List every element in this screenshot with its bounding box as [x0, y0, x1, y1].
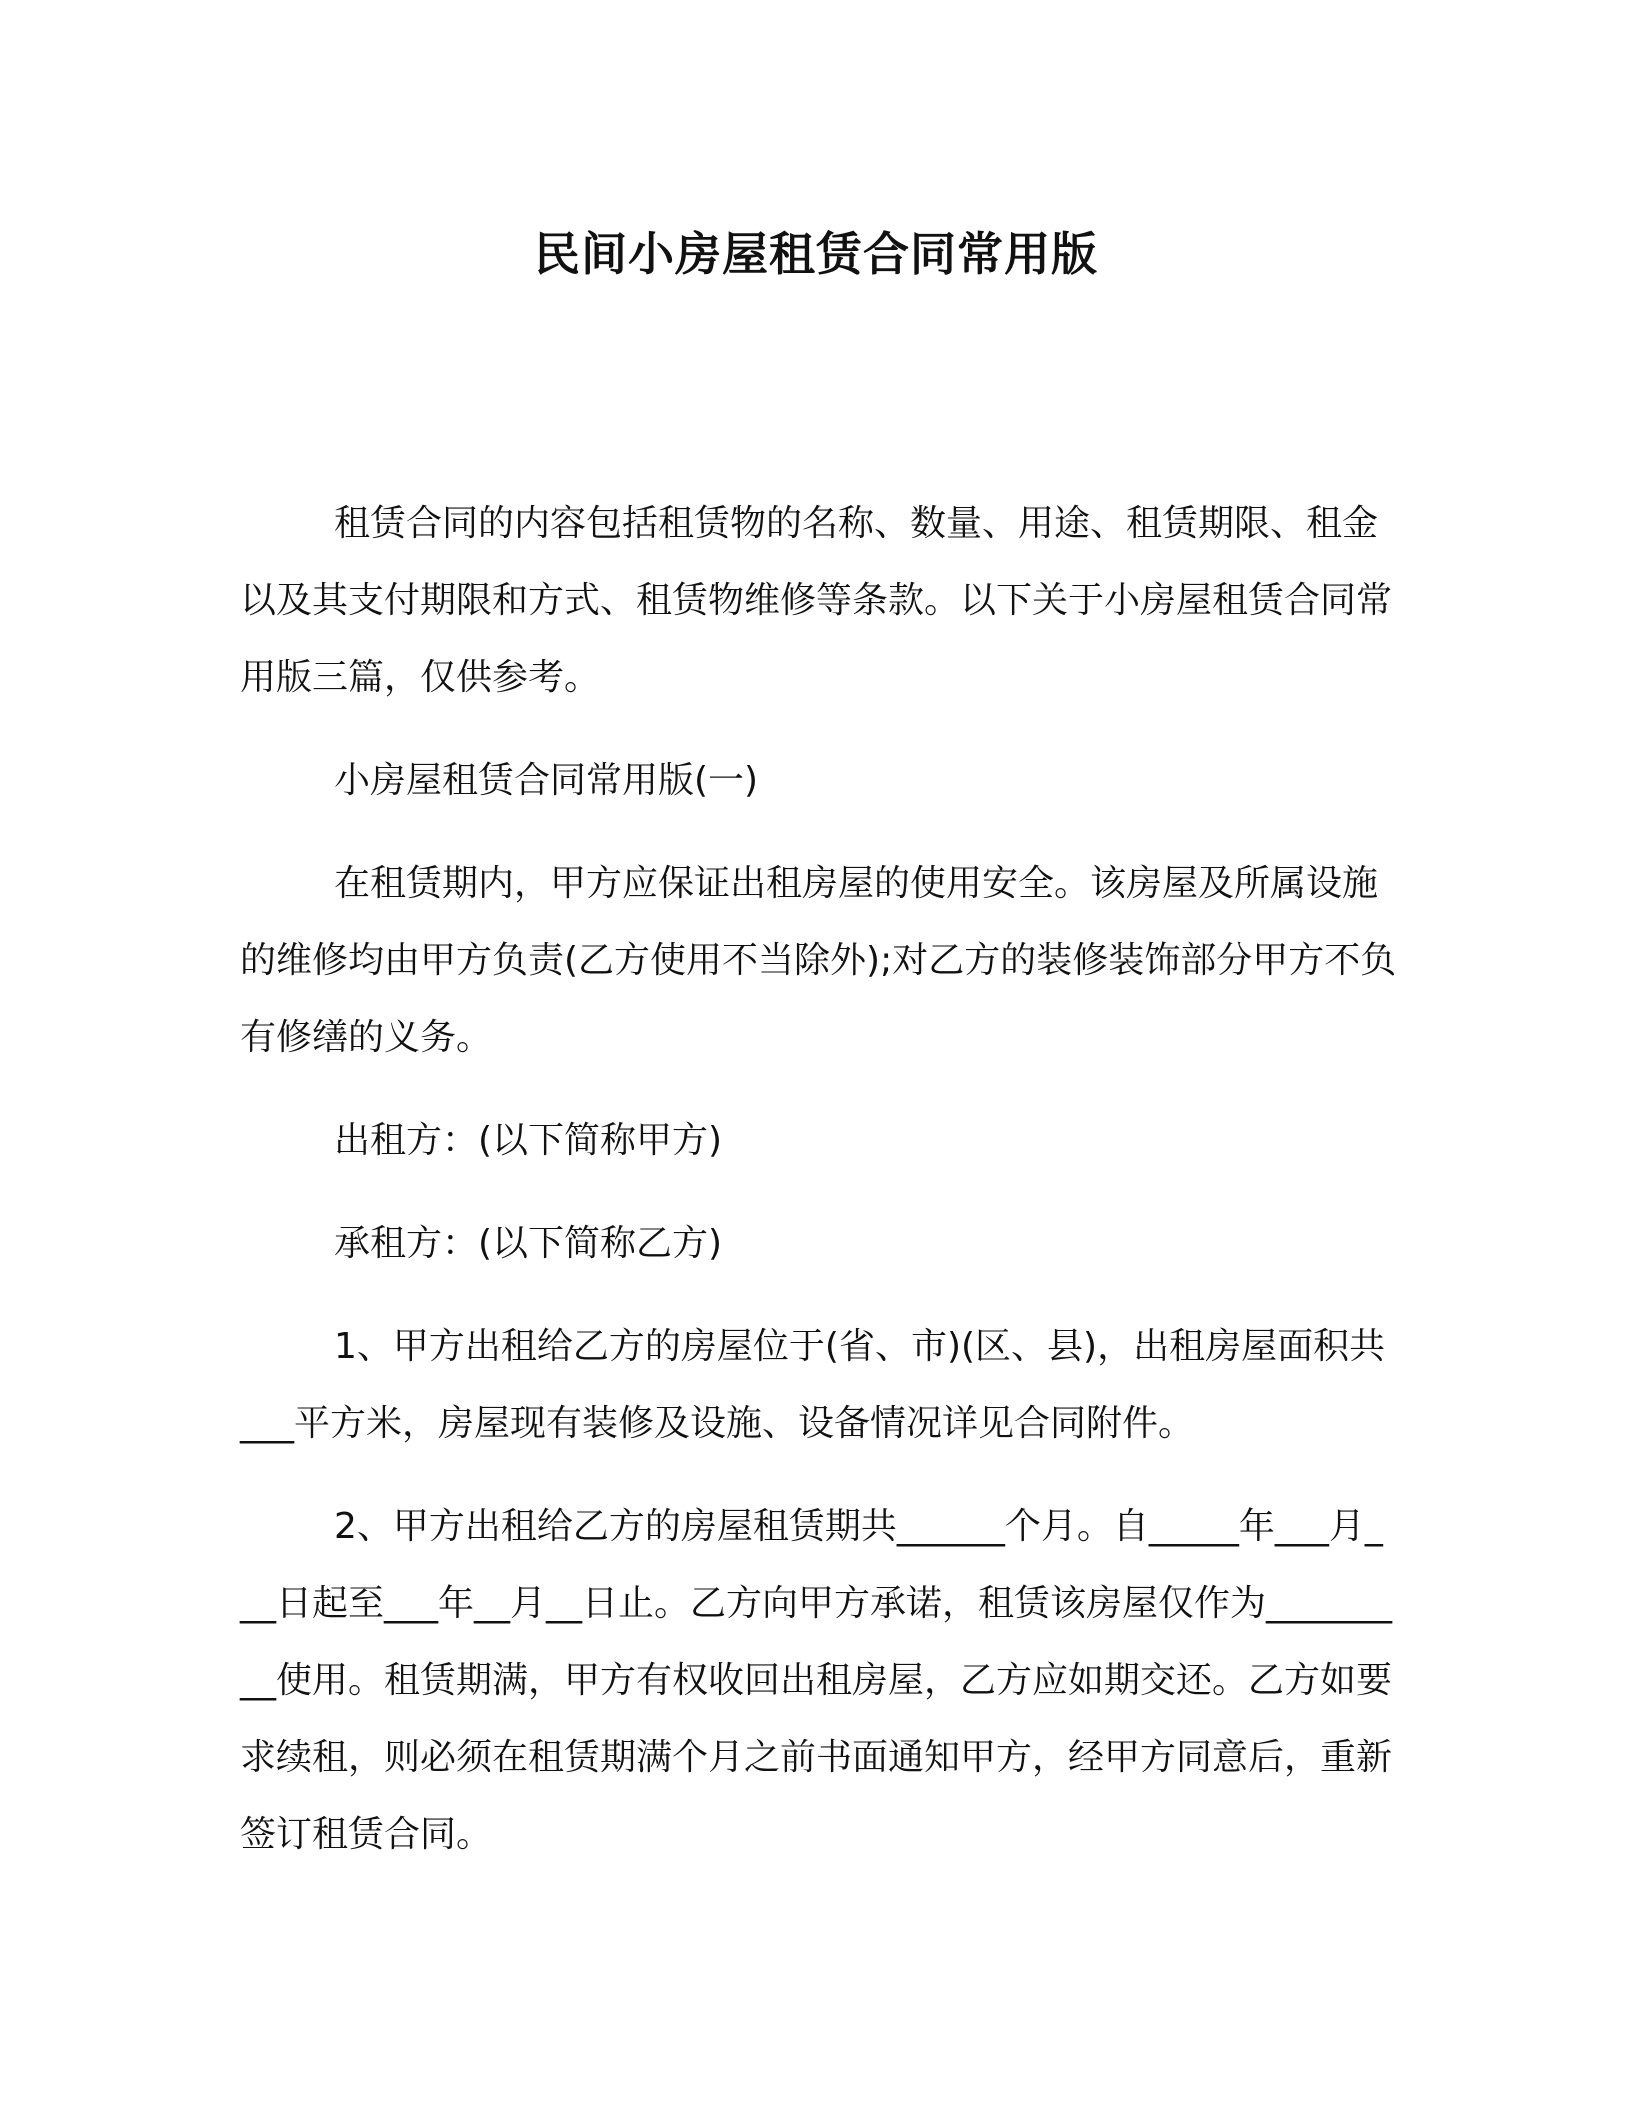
paragraph-maintenance: 在租赁期内，甲方应保证出租房屋的使用安全。该房屋及所属设施的维修均由甲方负责(乙方使用不当除外);对乙方的装修装饰部分甲方不负有修缮的义务。: [240, 863, 1397, 1058]
document-title: 民间小房屋租赁合同常用版: [534, 227, 1098, 281]
paragraph-lessor: 出租方：(以下简称甲方): [334, 1120, 723, 1161]
paragraph-clause-1: 1、甲方出租给乙方的房屋位于(省、市)(区、县)，出租房屋面积共___平方米，房屋现有装修及设施、设备情况详见合同附件。: [240, 1326, 1386, 1444]
document-body: [240, 485, 1400, 1899]
paragraph-clause-2: 2、甲方出租给乙方的房屋租赁期共______个月。自_____年___月___日起至___年__月__日止。乙方向甲方承诺，租赁该房屋仅作为_________使用。租赁期满，甲方有权收回出租房屋，乙方应如期交还。乙方如要求续租，则必须在租赁期满个月之前书面通知甲方，经甲方同意后，重新签订租赁合同。: [240, 1506, 1393, 1855]
paragraph-intro: 租赁合同的内容包括租赁物的名称、数量、用途、租赁期限、租金以及其支付期限和方式、租赁物维修等条款。以下关于小房屋租赁合同常用版三篇，仅供参考。: [240, 503, 1393, 698]
paragraph-section-heading: 小房屋租赁合同常用版(一): [334, 760, 759, 801]
paragraph-lessee: 承租方：(以下简称乙方): [334, 1223, 723, 1264]
